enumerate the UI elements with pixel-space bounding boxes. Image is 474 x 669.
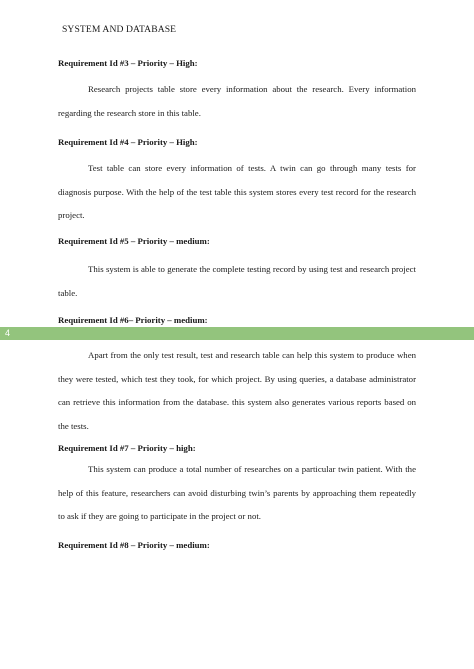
running-head: SYSTEM AND DATABASE: [62, 24, 177, 35]
requirement-heading: Requirement Id #3 – Priority – High:: [58, 58, 198, 68]
requirement-heading: Requirement Id #8 – Priority – medium:: [58, 540, 210, 550]
requirement-paragraph: [58, 78, 416, 125]
requirement-heading: Requirement Id #4 – Priority – High:: [58, 137, 198, 147]
page-number: 4: [5, 328, 11, 338]
requirement-heading: Requirement Id #7 – Priority – high:: [58, 443, 196, 453]
paragraph-text: This system can produce a total number of researches on a particular twin patient. With the help of this feature, researchers can avoid disturbing twin’s parents by approaching them repeatedly to ask if they are going to participate in the project or not.: [58, 464, 416, 521]
requirement-heading: Requirement Id #5 – Priority – medium:: [58, 236, 210, 246]
requirement-paragraph: [58, 458, 416, 529]
requirement-heading: Requirement Id #6– Priority – medium:: [58, 315, 208, 325]
requirement-paragraph: [58, 157, 416, 228]
page-separator-band: [0, 327, 474, 340]
paragraph-text: Research projects table store every information about the research. Every information regarding the research store in this table.: [58, 84, 416, 118]
paragraph-text: Apart from the only test result, test and research table can help this system to produce when they were tested, which test they took, for which project. By using queries, a database administrator can retrieve this information from the database. this system also generates various reports based on the tests.: [58, 350, 416, 431]
paragraph-text: Test table can store every information of tests. A twin can go through many tests for diagnosis purpose. With the help of the test table this system stores every test record for the research project.: [58, 163, 416, 220]
paragraph-text: This system is able to generate the complete testing record by using test and research project table.: [58, 264, 416, 298]
requirement-paragraph: [58, 258, 416, 305]
requirement-paragraph: [58, 344, 416, 438]
